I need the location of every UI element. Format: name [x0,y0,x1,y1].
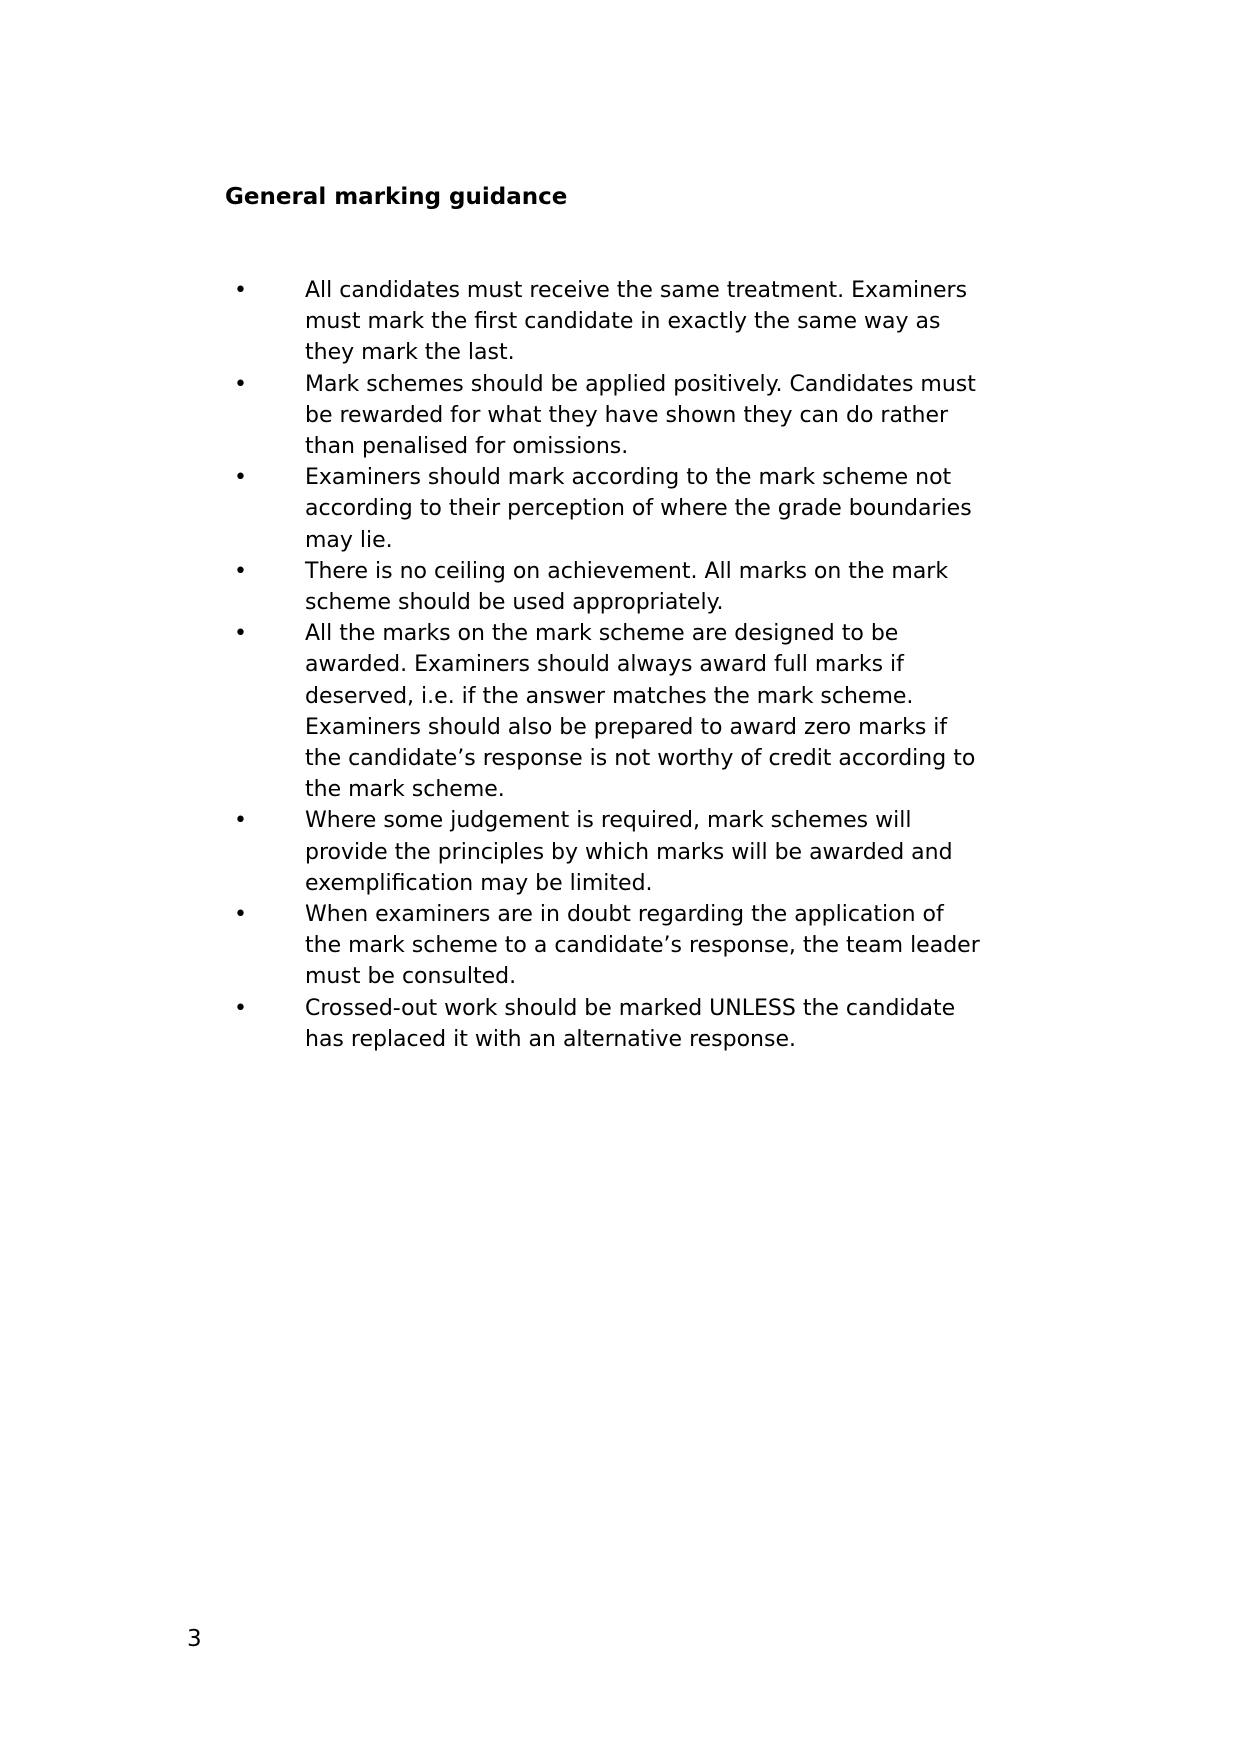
list-item [225,462,985,556]
list-item-text: Crossed-out work should be marked UNLESS the candidate has replaced it with an alternative response. [305,995,956,1052]
list-item [225,556,985,618]
bullet-icon: • [234,902,247,928]
list-item-text: There is no ceiling on achievement. All marks on the mark scheme should be used appropriately. [305,558,949,616]
bullet-icon: • [234,621,247,647]
list-item-text: All candidates must receive the same treatment. Examiners must mark the first candidate in exactly the same way as they mark the last. [305,278,968,366]
bullet-icon: • [234,371,247,397]
list-item [225,275,985,369]
list-item [225,805,985,899]
list-item-text: All the marks on the mark scheme are designed to be awarded. Examiners should always award full marks if deserved, i.e. if the answer matches the mark scheme. Examiners should also be prepared to award zero marks if the candidate’s response is not worthy of credit according to the mark scheme. [305,621,976,803]
section-heading: General marking guidance [225,184,568,210]
bullet-icon: • [234,558,247,584]
bullet-icon: • [234,995,247,1021]
bullet-icon: • [234,278,247,303]
list-item-text: Examiners should mark according to the mark scheme not according to their perception of where the grade boundaries may lie. [305,465,972,553]
list-item-text: Where some judgement is required, mark schemes will provide the principles by which marks will be awarded and exemplification may be limited. [305,808,953,896]
page-number: 3 [187,1626,202,1652]
bullet-icon: • [234,808,247,834]
list-item [225,618,985,805]
list-item [225,369,985,463]
list-item-text: When examiners are in doubt regarding the application of the mark scheme to a candidate’s response, the team leader must be consulted. [305,902,980,990]
guidance-list [225,275,985,1055]
list-item-text: Mark schemes should be applied positively. Candidates must be rewarded for what they have shown they can do rather than penalised for omissions. [305,371,976,460]
bullet-icon: • [234,465,247,491]
list-item [225,993,985,1055]
list-item [225,899,985,993]
